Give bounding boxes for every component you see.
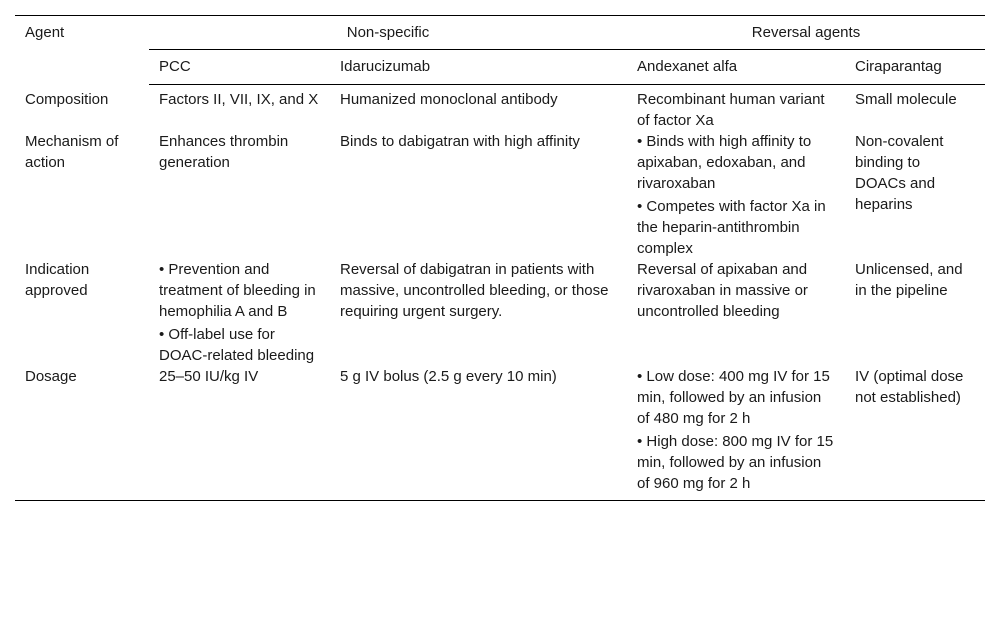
cell-text: 25–50 IU/kg IV: [159, 368, 259, 385]
cell-text: • Competes with factor Xa in the heparin-antithrombin complex: [637, 198, 826, 257]
column-header-ciraparantag: Ciraparantag: [845, 50, 985, 85]
reversal-agents-table: [15, 15, 985, 501]
cell-text: Unlicensed, and in the pipeline: [855, 261, 963, 299]
cell-text: • High dose: 800 mg IV for 15 min, followed by an infusion of 960 mg for 2 h: [637, 433, 834, 492]
cell-andexanet-alfa: [627, 85, 845, 132]
header-non-specific: Non-specific: [149, 16, 627, 50]
cell-ciraparantag: [845, 131, 985, 259]
column-header-idarucizumab: Idarucizumab: [330, 50, 627, 85]
table-body: [15, 85, 985, 501]
cell-pcc: [149, 259, 330, 366]
cell-andexanet-alfa: [627, 131, 845, 259]
cell-pcc: [149, 131, 330, 259]
cell-text: Recombinant human variant of factor Xa: [637, 91, 825, 129]
column-header-pcc: PCC: [149, 50, 330, 85]
row-label: Indication approved: [25, 261, 90, 299]
cell-andexanet-alfa: [627, 259, 845, 366]
cell-text: Binds to dabigatran with high affinity: [340, 133, 580, 150]
cell-text: • Prevention and treatment of bleeding in hemophilia A and B: [159, 261, 316, 320]
cell-text: Small molecule: [855, 91, 957, 108]
row-label: Composition: [25, 90, 109, 108]
header-reversal-agents: Reversal agents: [627, 16, 985, 50]
table-row: [15, 85, 985, 132]
cell-ciraparantag: [845, 366, 985, 501]
cell-text: Enhances thrombin generation: [159, 133, 289, 171]
cell-text: IV (optimal dose not established): [855, 368, 964, 406]
column-header-andexanet-alfa: Andexanet alfa: [627, 50, 845, 85]
cell-idarucizumab: [330, 366, 627, 501]
cell-text: Factors II, VII, IX, and X: [159, 91, 319, 108]
comparison-table: [15, 15, 985, 501]
cell-ciraparantag: [845, 259, 985, 366]
cell-text: • Low dose: 400 mg IV for 15 min, followed by an infusion of 480 mg for 2 h: [637, 368, 830, 427]
cell-pcc: [149, 366, 330, 501]
cell-andexanet-alfa: [627, 366, 845, 501]
cell-text: Reversal of dabigatran in patients with massive, uncontrolled bleeding, or those requiring urgent surgery.: [340, 261, 609, 320]
table-row: [15, 366, 985, 501]
cell-idarucizumab: [330, 131, 627, 259]
table-row: [15, 131, 985, 259]
cell-text: 5 g IV bolus (2.5 g every 10 min): [340, 368, 557, 385]
row-label: Dosage: [15, 366, 149, 501]
cell-pcc: [149, 85, 330, 132]
header-agent: Agent: [15, 16, 149, 85]
cell-idarucizumab: [330, 259, 627, 366]
cell-text: • Off-label use for DOAC-related bleeding: [159, 326, 315, 364]
row-label: Mechanism of action: [25, 133, 119, 171]
cell-text: • Binds with high affinity to apixaban, edoxaban, and rivaroxaban: [637, 133, 812, 192]
cell-idarucizumab: [330, 85, 627, 132]
cell-text: Humanized monoclonal antibody: [340, 91, 558, 108]
table-row: [15, 259, 985, 366]
cell-text: Non-covalent binding to DOACs and heparins: [855, 133, 944, 213]
cell-ciraparantag: [845, 85, 985, 132]
cell-text: Reversal of apixaban and rivaroxaban in massive or uncontrolled bleeding: [637, 261, 808, 320]
